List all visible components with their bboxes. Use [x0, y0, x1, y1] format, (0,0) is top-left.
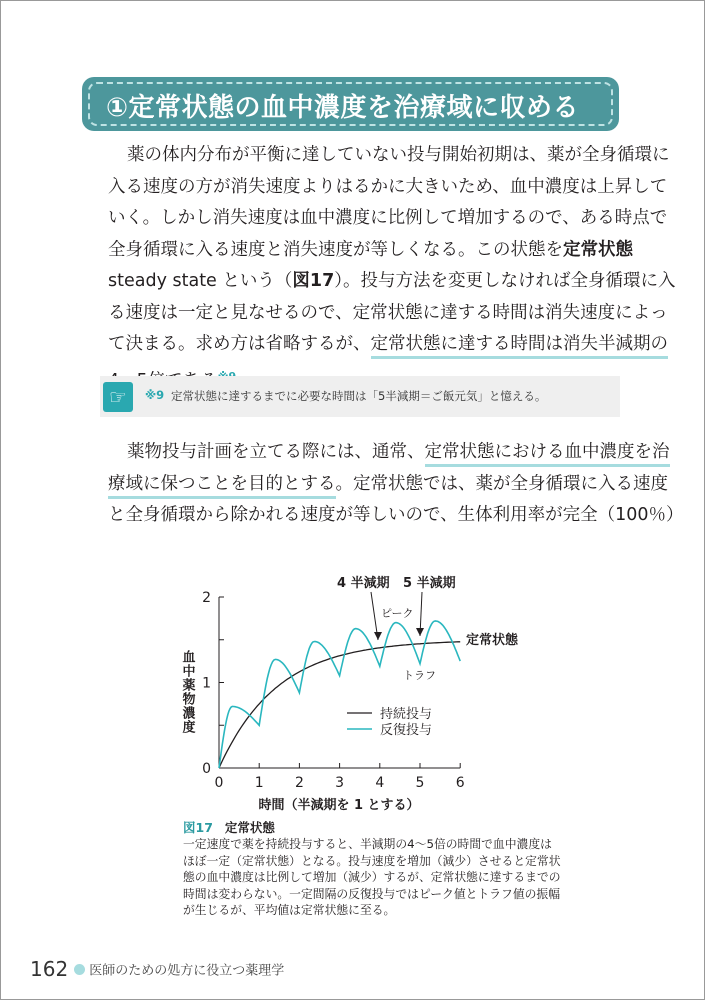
text: 全身循環に入る速度と消失速度が等しくなる。この状態を [108, 239, 563, 260]
text: ）。投与方法を変更しなければ全身循環に入 [334, 271, 676, 291]
annotation-steady-state: 定常状態 [466, 633, 519, 648]
y-axis-label: 血中薬物濃度 [179, 650, 195, 734]
x-tick-label: 4 [375, 775, 385, 791]
bold-term: 定常状態 [563, 239, 633, 260]
caption-line: ほぼ一定（定常状態）となる。投与速度を増加（減少）させると定常状 [183, 853, 561, 868]
y-tick-label: 0 [202, 761, 211, 777]
annotation-peak: ピーク [381, 607, 414, 620]
book-title: 医師のための処方に役立つ薬理学 [89, 963, 285, 979]
page-footer [30, 957, 284, 981]
legend-repeated: 反復投与 [380, 723, 433, 738]
x-axis-label: 時間（半減期を 1 とする） [258, 798, 420, 813]
text: と全身循環から除かれる速度が等しいので、生体利用率が完全（100％） [108, 505, 684, 525]
pointing-hand-icon: ☞ [103, 382, 133, 412]
y-tick-label: 1 [202, 675, 211, 692]
annotation-4-half-lives: 4 半減期 [337, 576, 390, 591]
page-number: 162 [30, 957, 69, 981]
text: 薬物投与計画を立てる際には、通常、 [127, 442, 425, 462]
caption-line: が生じるが、平均値は定常状態に至る。 [183, 903, 396, 917]
figure-caption [183, 818, 561, 919]
x-tick-label: 3 [335, 775, 345, 791]
figure-number: 図17 [183, 820, 213, 835]
x-tick-label: 5 [415, 775, 425, 791]
y-tick-label: 2 [202, 590, 211, 606]
footer-dot [74, 964, 85, 975]
caption-line: 一定速度で薬を持続投与すると、半減期の4～5倍の時間で血中濃度は [183, 837, 552, 851]
underlined-text: 定常状態に達する時間は消失半減期の [371, 334, 669, 359]
text: て決まる。求め方は省略するが、 [108, 334, 371, 354]
x-tick-label: 0 [214, 775, 224, 791]
x-tick-label: 1 [254, 775, 264, 791]
text: steady state という（ [108, 271, 293, 291]
bold-term: 図17 [292, 271, 335, 291]
arrow-head-icon [374, 632, 382, 640]
text: いく。しかし消失速度は血中濃度に比例して増加するので、ある時点で [108, 208, 668, 228]
text: る速度は一定と見なせるので、定常状態に達する時間は消失速度によっ [108, 302, 668, 323]
caption-line: 態の血中濃度は比例して増加（減少）するが、定常状態に達するまでの [183, 870, 561, 884]
annotation-5-half-lives: 5 半減期 [403, 576, 456, 591]
x-tick-label: 2 [294, 775, 304, 791]
text: 入る速度の方が消失速度よりはるかに大きいため、血中濃度は上昇して [108, 176, 668, 197]
text: 。定常状態では、薬が全身循環に入る速度 [335, 473, 668, 494]
arrow-head-icon [416, 628, 424, 636]
section-title: ①定常状態の血中濃度を治療域に収める [106, 93, 580, 123]
text: 薬の体内分布が平衡に達していない投与開始初期は、薬が全身循環に [127, 145, 670, 165]
footnote-mark: ※9 [145, 388, 165, 402]
x-tick-label: 6 [455, 775, 465, 791]
figure-title: 定常状態 [224, 820, 275, 835]
underlined-text: 定常状態における血中濃度を治 [425, 442, 670, 467]
legend-continuous: 持続投与 [380, 707, 433, 722]
continuous-infusion-line [219, 642, 460, 768]
caption-line: 時間は変わらない。一定間隔の反復投与ではピーク値とトラフ値の振幅 [183, 886, 561, 901]
annotation-trough: トラフ [403, 669, 436, 682]
underlined-text: 療域に保つことを目的とする [108, 474, 336, 499]
footnote-text: 定常状態に達するまでに必要な時間は「5半減期＝ご飯元気」と憶える。 [171, 389, 547, 403]
